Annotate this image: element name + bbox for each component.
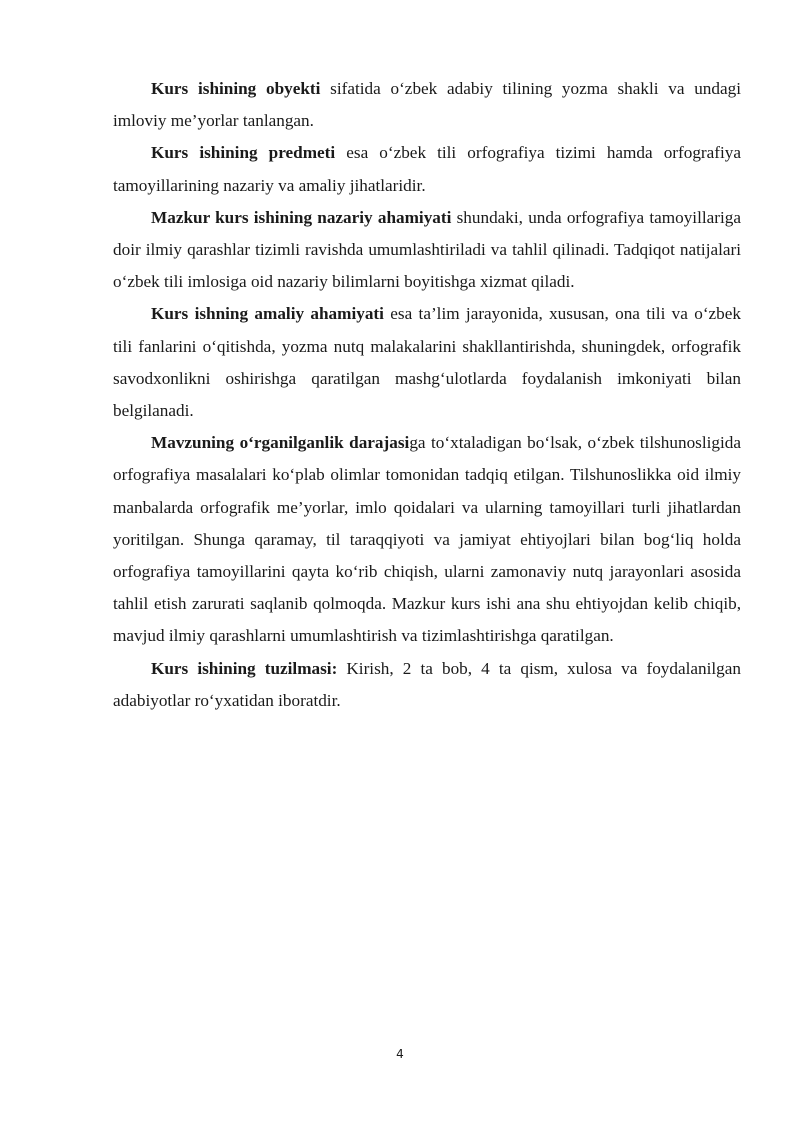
term-study-degree: Mavzuning o‘rganilganlik darajasi [151, 433, 410, 453]
paragraph-practical-significance [113, 298, 741, 427]
paragraph-object-text: sifatida o‘zbek adabiy tilining yozma shakli va undagi imloviy me’yorlar tanlangan. [113, 79, 741, 131]
paragraph-theoretical-significance-text: shundaki, unda orfografiya tamoyillariga doir ilmiy qarashlar tizimli ravishda umumlashtiriladi va tahlil qilinadi. Tadqiqot natijalari o‘zbek tili imlosiga oid nazariy bilimlarni boyitishga xizmat qiladi. [113, 207, 741, 292]
term-theoretical-significance: Mazkur kurs ishining nazariy ahamiyati [151, 207, 452, 227]
paragraph-structure [113, 653, 741, 717]
paragraph-subject-text: esa o‘zbek tili orfografiya tizimi hamda orfografiya tamoyillarining nazariy va amaliy jihatlaridir. [113, 143, 741, 195]
term-subject: Kurs ishining predmeti [151, 143, 336, 163]
page-number: 4 [396, 1047, 404, 1061]
paragraph-subject [113, 137, 741, 201]
term-practical-significance: Kurs ishning amaliy ahamiyati [151, 304, 384, 324]
paragraph-practical-significance-text: esa ta’lim jarayonida, xususan, ona tili va o‘zbek tili fanlarini o‘qitishda, yozma nutq malakalarini shakllantirishda, shuningdek, orfografik savodxonlikni oshirishga qaratilgan mashg‘ulotlarda foydalanish imkoniyati bilan belgilanadi. [113, 304, 742, 421]
paragraph-study-degree-text: ga to‘xtaladigan bo‘lsak, o‘zbek tilshunosligida orfografiya masalalari ko‘plab olimlar tomonidan tadqiq etilgan. Tilshunoslikka oid ilmiy manbalarda orfografik me’yorlar, imlo qoidalari va ularning tamoyillari turli jihatlardan yoritilgan. Shunga qaramay, til taraqqiyoti va jamiyat ehtiyojlari bilan bog‘liq holda orfografiya tamoyillarini qayta ko‘rib chiqish, ularni zamonaviy nutq jarayonlari asosida tahlil etish zarurati saqlanib qolmoqda. Mazkur kurs ishi ana shu ehtiyojdan kelib chiqib, mavjud ilmiy qarashlarni umumlashtirish va tizimlashtirishga qaratilgan. [113, 433, 742, 646]
paragraph-structure-text: Kirish, 2 ta bob, 4 ta qism, xulosa va foydalanilgan adabiyotlar ro‘yxatidan iboratdir. [113, 658, 741, 710]
document-page [113, 73, 741, 717]
paragraph-object [113, 73, 741, 137]
paragraph-study-degree [113, 427, 741, 652]
term-object: Kurs ishining obyekti [151, 79, 321, 98]
term-structure: Kurs ishining tuzilmasi: [151, 658, 338, 678]
paragraph-theoretical-significance [113, 202, 741, 299]
